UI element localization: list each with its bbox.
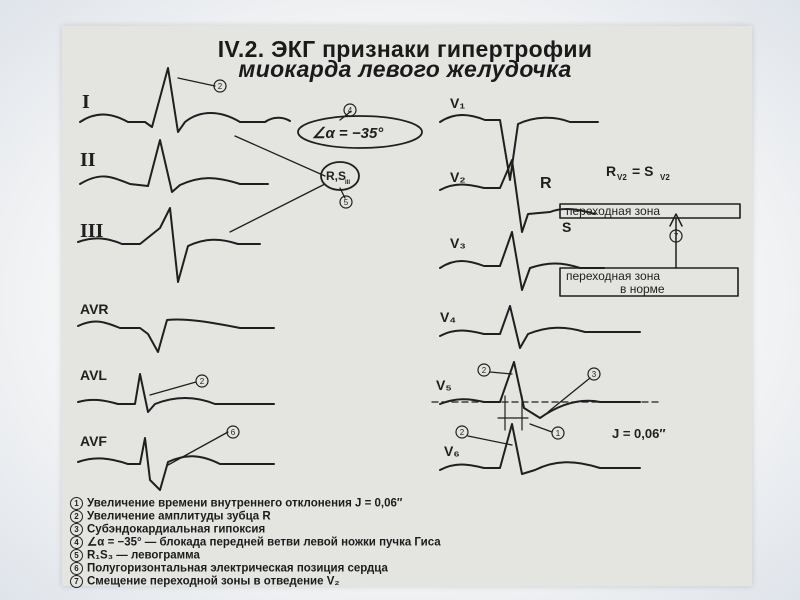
legend-number: 2 — [70, 510, 83, 523]
legend-number: 3 — [70, 523, 83, 536]
marker-number-2-avl: 2 — [199, 377, 205, 386]
marker-number-5: 5 — [343, 198, 349, 207]
title-line-1: IV.2. ЭКГ признаки гипертрофии — [217, 36, 593, 62]
title-line-2: миокарда левого желудочка — [238, 56, 572, 82]
legend-text: Субэндокардиальная гипоксия — [87, 523, 266, 536]
ecg-trace-lead-iii — [78, 208, 260, 282]
legend-item — [70, 549, 750, 562]
angle-annotation: ∠α = −35° — [312, 125, 384, 142]
marker-number-7: 7 — [673, 232, 679, 241]
label-lead-v2: V₂ — [450, 169, 466, 185]
ecg-trace-lead-avf — [78, 438, 274, 490]
legend-item — [70, 523, 750, 536]
marker-number-2-v5: 2 — [481, 366, 487, 375]
legend-text: Смещение переходной зоны в отведение V₂ — [87, 575, 340, 588]
legend — [70, 497, 750, 588]
marker-number-6: 6 — [230, 428, 236, 437]
label-lead-ii: II — [80, 149, 96, 171]
legend-number: 7 — [70, 575, 83, 588]
leader-v5-3 — [548, 378, 590, 412]
rv2-equation-s: = S — [632, 163, 654, 179]
legend-text: ∠α = −35° — блокада передней ветви левой ножки пучка Гиса — [87, 536, 441, 549]
marker-number-2: 2 — [217, 82, 223, 91]
legend-item — [70, 510, 750, 523]
rv2-equation-s-sub: V2 — [660, 173, 670, 182]
ecg-trace-lead-v5 — [440, 362, 640, 418]
label-lead-v1: V₁ — [450, 95, 466, 111]
leader-v5-1 — [530, 424, 552, 432]
rs-annotation-subscript: III — [345, 180, 351, 186]
leader-avf-6 — [168, 432, 228, 465]
ecg-trace-lead-ii — [80, 140, 268, 192]
legend-text: Полугоризонтальная электрическая позиция сердца — [87, 562, 388, 575]
ecg-trace-lead-avl — [78, 374, 274, 412]
label-lead-avf: AVF — [80, 433, 107, 449]
leader-v5-2 — [490, 372, 512, 374]
legend-item — [70, 497, 750, 510]
legend-number: 5 — [70, 549, 83, 562]
marker-number-1: 1 — [555, 429, 561, 438]
s-label-v2: S — [562, 219, 572, 235]
leader-v6-2 — [468, 436, 512, 445]
rv2-equation-r: R — [606, 163, 617, 179]
j-value-label: J = 0,06″ — [612, 426, 666, 441]
legend-item — [70, 562, 750, 575]
label-lead-v6: V₆ — [444, 443, 460, 459]
legend-item — [70, 536, 750, 549]
transition-zone-norm-label-2: в норме — [620, 282, 665, 296]
leader-lead-i-2 — [178, 78, 215, 86]
label-lead-v3: V₃ — [450, 235, 466, 251]
legend-number: 1 — [70, 497, 83, 510]
leader-avl-2 — [150, 382, 196, 395]
ecg-trace-lead-v6 — [440, 424, 640, 474]
marker-number-2-v6: 2 — [459, 428, 465, 437]
label-lead-iii: III — [80, 220, 104, 242]
legend-number: 4 — [70, 536, 83, 549]
label-lead-v4: V₄ — [440, 309, 457, 325]
legend-item — [70, 575, 750, 588]
rv2-equation-r-sub: V2 — [617, 173, 627, 182]
legend-text: R₁S₃ — левограмма — [87, 549, 200, 562]
ecg-trace-lead-avr — [78, 319, 274, 352]
ecg-trace-lead-v4 — [440, 306, 640, 348]
legend-text: Увеличение времени внутреннего отклонения J = 0,06″ — [87, 497, 403, 510]
leader-rs-lead-iii — [230, 184, 325, 232]
marker-number-4: 4 — [347, 106, 353, 115]
ecg-trace-lead-i — [80, 68, 290, 132]
label-lead-i: I — [82, 91, 90, 113]
legend-text: Увеличение амплитуды зубца R — [87, 510, 271, 523]
transition-zone-label: переходная зона — [566, 204, 661, 218]
legend-number: 6 — [70, 562, 83, 575]
label-lead-avl: AVL — [80, 367, 107, 383]
rs-annotation: R,S — [326, 169, 347, 183]
transition-zone-norm-label-1: переходная зона — [566, 269, 661, 283]
label-lead-v5: V₅ — [436, 377, 452, 393]
marker-number-3: 3 — [591, 370, 597, 379]
r-label-v2: R — [540, 175, 552, 192]
label-lead-avr: AVR — [80, 301, 109, 317]
